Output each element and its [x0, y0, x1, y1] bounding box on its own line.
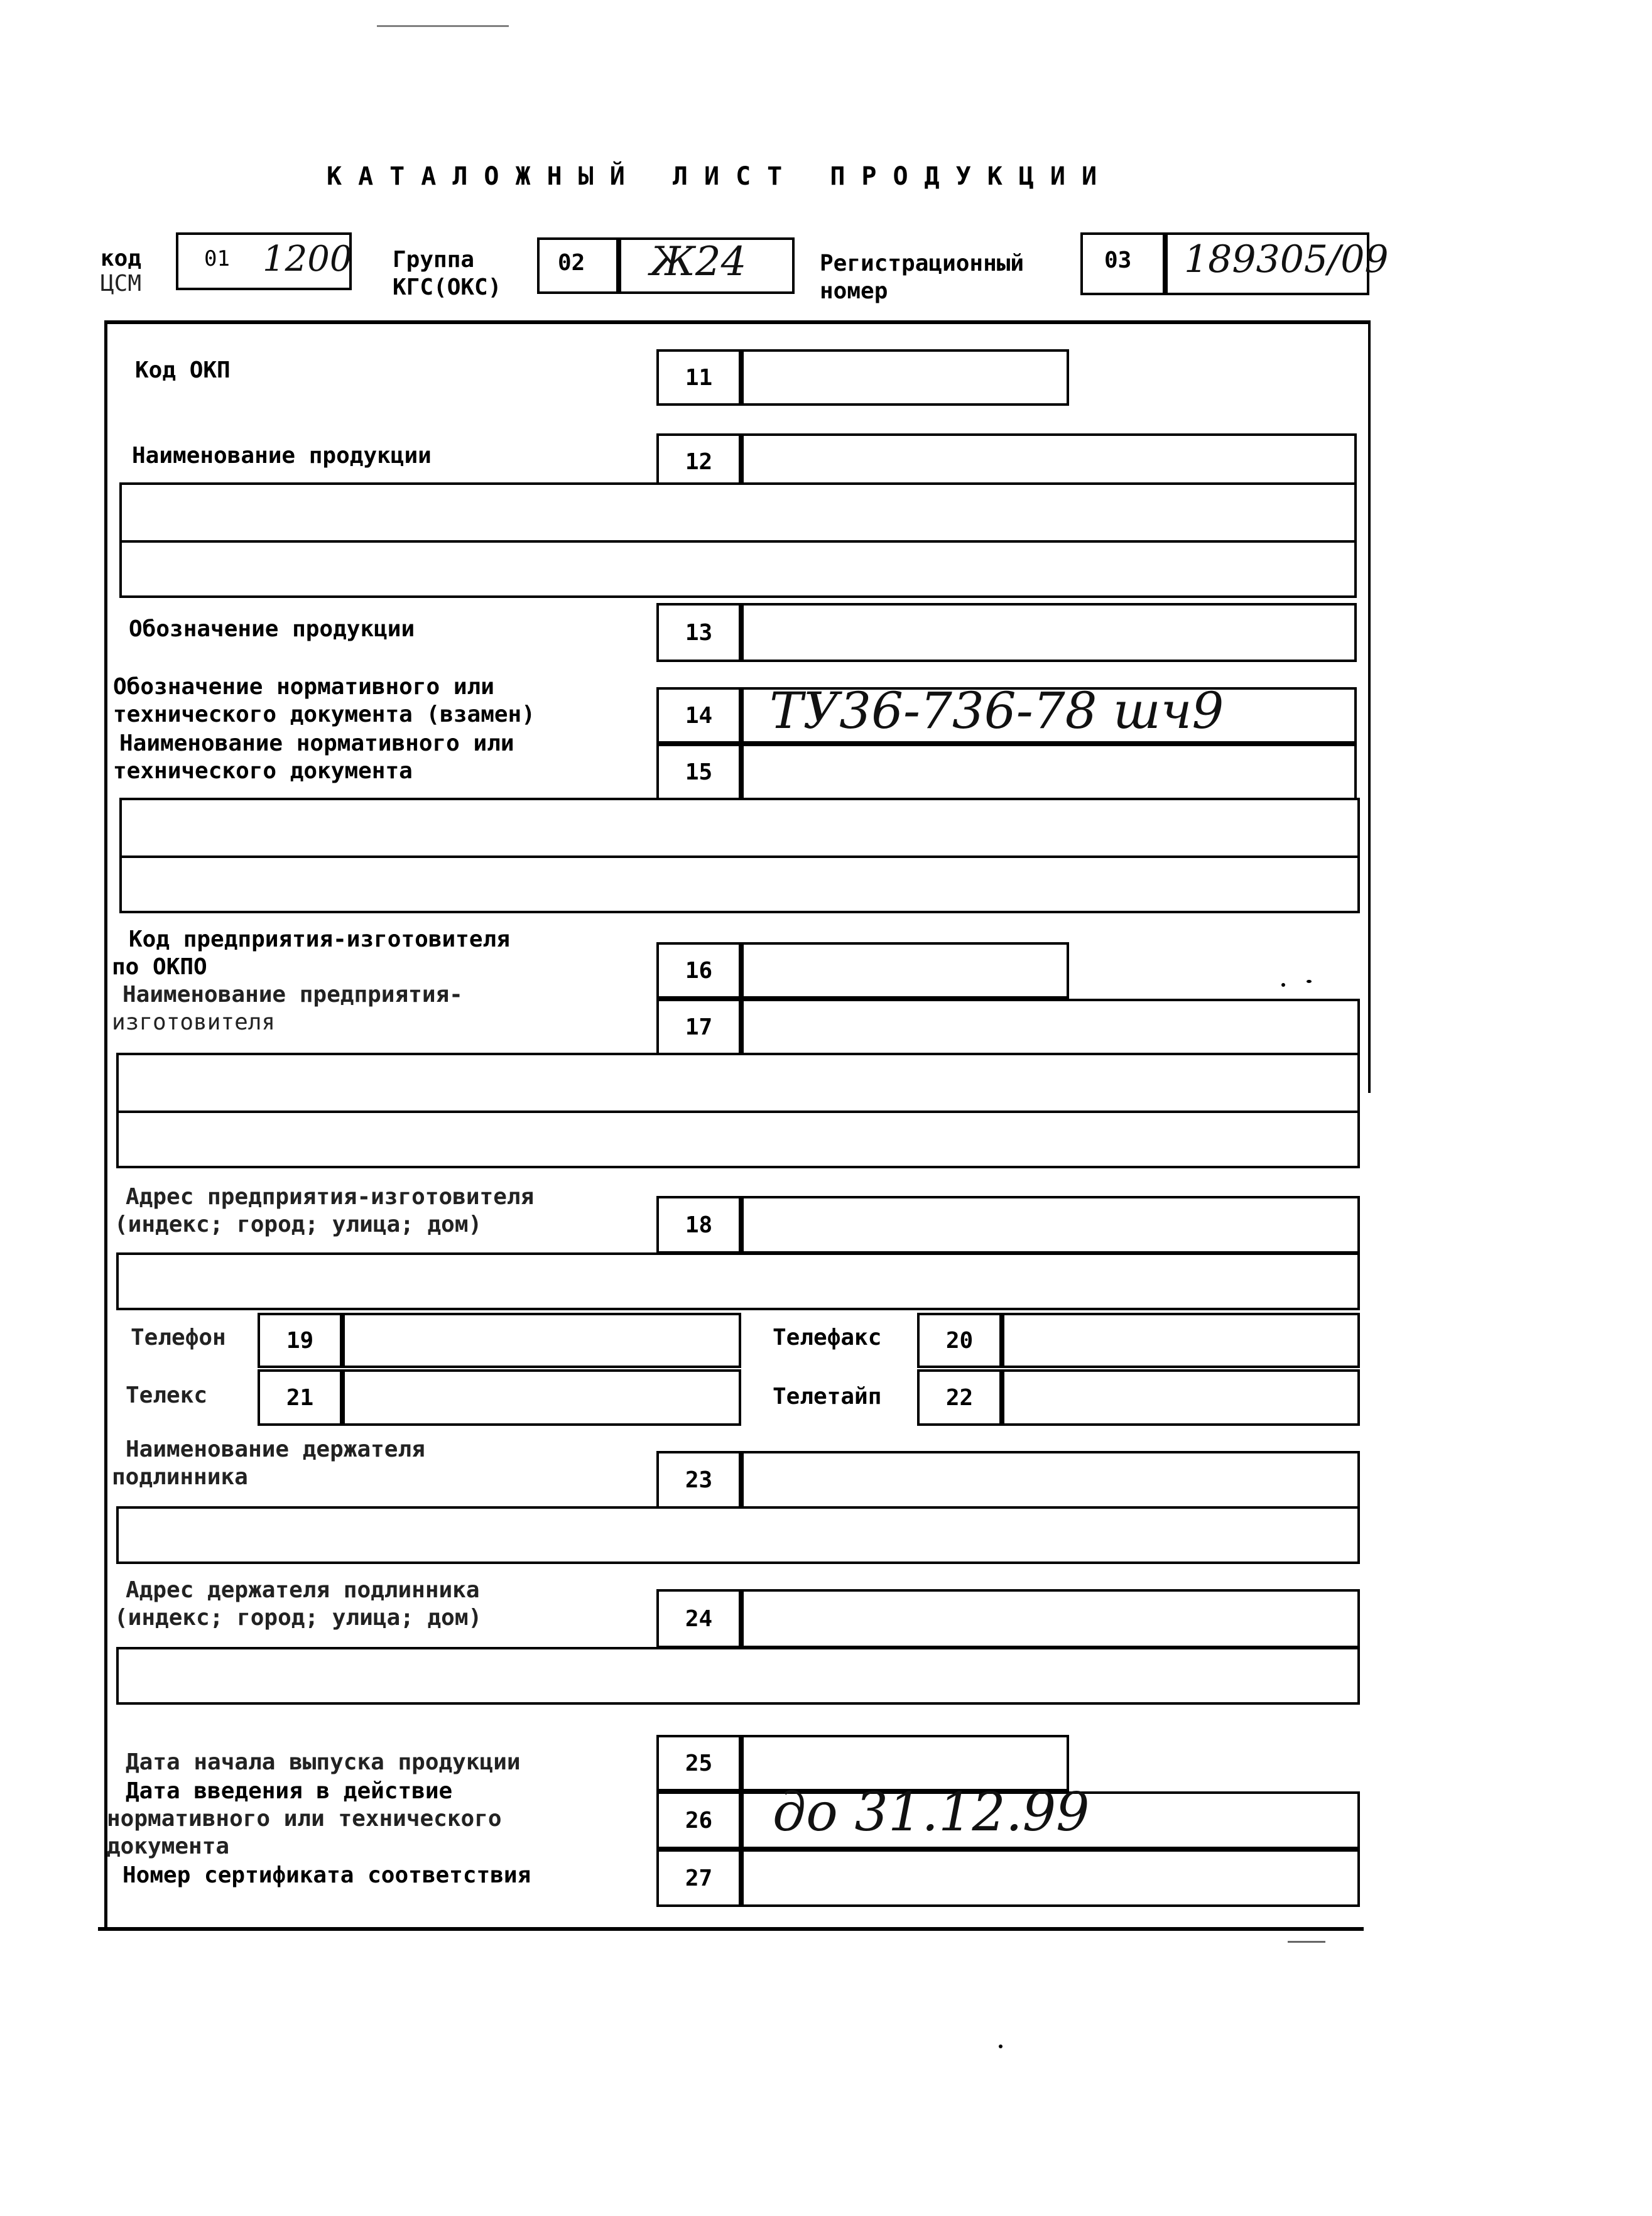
field-14-num: 14 [656, 687, 741, 744]
reg-value: 189305/09 [1184, 237, 1389, 281]
field-23-label-2: подлинника [112, 1464, 248, 1490]
field-12-num: 12 [656, 433, 741, 490]
field-17-line-3[interactable] [116, 1111, 1360, 1168]
field-24-label-2: (индекс; город; улица; дом) [114, 1605, 482, 1631]
field-17-line-2[interactable] [116, 1053, 1360, 1113]
field-19-label: Телефон [131, 1325, 226, 1350]
field-13-input[interactable] [741, 603, 1357, 662]
gruppa-num: 02 [558, 250, 585, 276]
scan-speck [1307, 980, 1312, 983]
field-19-input[interactable] [342, 1313, 741, 1368]
field-21-num: 21 [258, 1369, 342, 1426]
field-27-label: Номер сертификата соответствия [122, 1862, 531, 1888]
field-15-label-1: Наименование нормативного или [119, 731, 514, 756]
frame-left-line [104, 320, 107, 1928]
kod-csm-value: 1200 [263, 239, 352, 280]
field-27-input[interactable] [741, 1849, 1360, 1907]
field-23-input[interactable] [741, 1451, 1360, 1509]
reg-num: 03 [1104, 247, 1132, 273]
field-17-label-2: изготовителя [112, 1009, 276, 1035]
field-12-label: Наименование продукции [132, 443, 432, 469]
field-24-input[interactable] [741, 1589, 1360, 1648]
field-23-label-1: Наименование держателя [126, 1437, 425, 1462]
field-17-num: 17 [656, 999, 741, 1055]
frame-top-line [106, 320, 1369, 324]
field-12-line-2[interactable] [119, 482, 1357, 543]
field-24-num: 24 [656, 1589, 741, 1648]
field-26-label-1: Дата введения в действие [126, 1778, 453, 1804]
reg-label-1: Регистрационный [820, 251, 1024, 276]
field-26-label-3: документа [107, 1833, 230, 1859]
field-18-label-1: Адрес предприятия-изготовителя [126, 1184, 535, 1210]
field-15-line-2[interactable] [119, 798, 1360, 858]
field-11-input[interactable] [741, 349, 1069, 406]
field-25-num: 25 [656, 1735, 741, 1791]
field-14-label-1: Обозначение нормативного или [113, 674, 494, 700]
gruppa-label-2: КГС(ОКС) [393, 274, 502, 300]
field-18-num: 18 [656, 1196, 741, 1254]
field-16-label-2: по ОКПО [112, 954, 207, 980]
kod-csm-label-2: ЦСМ [101, 271, 142, 296]
field-11-label: Код ОКП [135, 357, 231, 383]
field-15-label-2: технического документа [113, 758, 413, 784]
field-22-input[interactable] [1002, 1369, 1360, 1426]
field-25-label: Дата начала выпуска продукции [126, 1749, 521, 1775]
field-24-label-1: Адрес держателя подлинника [126, 1577, 480, 1603]
field-26-value: до 31.12.99 [773, 1781, 1090, 1843]
field-15-input[interactable] [741, 744, 1357, 800]
field-16-num: 16 [656, 942, 741, 999]
field-15-line-3[interactable] [119, 855, 1360, 913]
field-23-num: 23 [656, 1451, 741, 1509]
gruppa-label-1: Группа [393, 247, 475, 273]
kod-csm-label-1: код [101, 246, 142, 271]
page-title: КАТАЛОЖНЫЙ ЛИСТ ПРОДУКЦИИ [327, 162, 1114, 191]
field-21-label: Телекс [126, 1382, 208, 1408]
field-18-input[interactable] [741, 1196, 1360, 1254]
field-11-num: 11 [656, 349, 741, 406]
field-13-label: Обозначение продукции [129, 616, 415, 642]
field-24-line-2[interactable] [116, 1647, 1360, 1705]
field-22-num: 22 [917, 1369, 1002, 1426]
field-27-num: 27 [656, 1849, 741, 1907]
field-12-line-3[interactable] [119, 540, 1357, 598]
field-22-label: Телетайп [773, 1384, 882, 1409]
field-23-line-2[interactable] [116, 1506, 1360, 1564]
field-15-num: 15 [656, 744, 741, 800]
field-16-input[interactable] [741, 942, 1069, 999]
reg-label-2: номер [820, 278, 888, 304]
field-20-label: Телефакс [773, 1325, 882, 1350]
gruppa-value: Ж24 [650, 239, 747, 285]
scan-speck [999, 2045, 1003, 2048]
field-18-line-2[interactable] [116, 1252, 1360, 1310]
field-20-num: 20 [917, 1313, 1002, 1368]
field-20-input[interactable] [1002, 1313, 1360, 1368]
field-18-label-2: (индекс; город; улица; дом) [114, 1212, 482, 1237]
frame-bottom-line [98, 1927, 1364, 1931]
kod-csm-num: 01 [204, 246, 230, 271]
field-14-value: ТУ36-736-78 шч9 [769, 682, 1224, 740]
field-26-num: 26 [656, 1791, 741, 1849]
scan-artifact-line [1288, 1941, 1325, 1943]
field-14-label-2: технического документа (взамен) [113, 702, 535, 727]
scan-artifact-line [377, 25, 509, 27]
field-26-label-2: нормативного или технического [107, 1806, 502, 1832]
field-16-label-1: Код предприятия-изготовителя [129, 926, 510, 952]
field-12-input[interactable] [741, 433, 1357, 490]
scan-speck [1281, 983, 1285, 987]
field-19-num: 19 [258, 1313, 342, 1368]
field-13-num: 13 [656, 603, 741, 662]
field-17-input[interactable] [741, 999, 1360, 1055]
field-17-label-1: Наименование предприятия- [122, 982, 463, 1008]
field-21-input[interactable] [342, 1369, 741, 1426]
frame-right-line [1368, 320, 1371, 1093]
